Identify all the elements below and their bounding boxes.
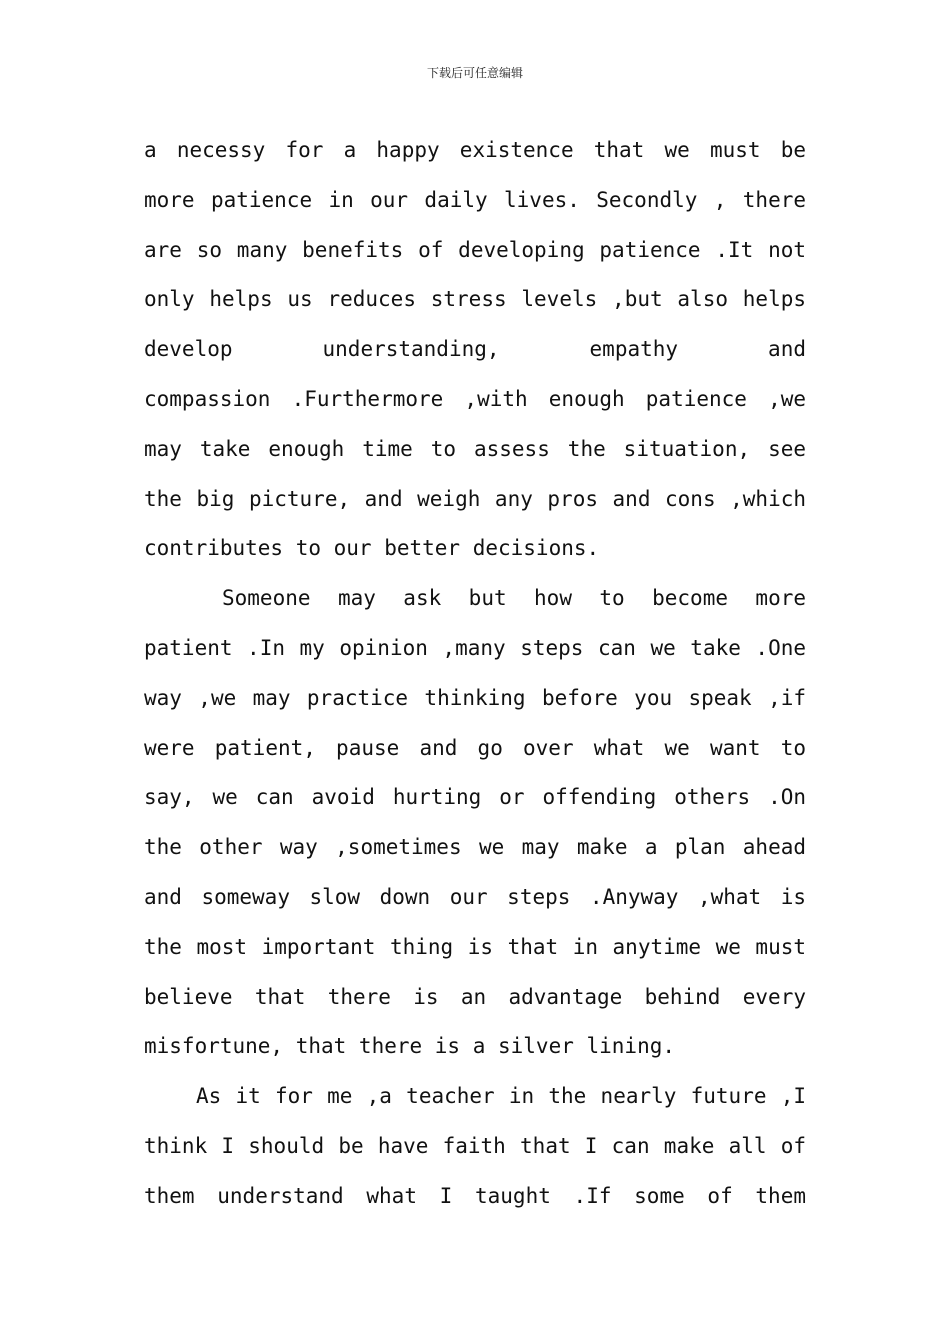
paragraph-1	[144, 126, 806, 574]
document-body	[144, 126, 806, 1222]
paragraph-3	[144, 1072, 806, 1221]
paragraph-2	[144, 574, 806, 1072]
text-line: think I should be have faith that I can make all of	[144, 1133, 806, 1158]
text-line: and someway slow down our steps .Anyway ,what is	[144, 884, 806, 909]
text-line: As it for me ,a teacher in the nearly future ,I	[196, 1084, 806, 1109]
text-line: say, we can avoid hurting or offending others .On	[144, 785, 806, 810]
text-line: only helps us reduces stress levels ,but also helps	[144, 287, 806, 312]
text-line: them understand what I taught .If some of them	[144, 1183, 806, 1208]
text-line: the most important thing is that in anytime we must	[144, 934, 806, 959]
text-line: misfortune, that there is a silver lining.	[144, 1034, 676, 1059]
text-line: way ,we may practice thinking before you speak ,if	[144, 685, 806, 710]
text-line: compassion .Furthermore ,with enough patience ,we	[144, 386, 806, 411]
text-line: develop understanding, empathy and	[144, 337, 806, 362]
text-line: may take enough time to assess the situation, see	[144, 436, 806, 461]
text-line: are so many benefits of developing patience .It not	[144, 237, 806, 262]
page-header: 下载后可任意编辑	[426, 66, 523, 80]
text-line: believe that there is an advantage behind every	[144, 984, 806, 1009]
text-line: contributes to our better decisions.	[144, 536, 600, 561]
text-line: patient .In my opinion ,many steps can we take .One	[144, 635, 806, 660]
text-line: a necessy for a happy existence that we must be	[144, 138, 806, 162]
text-line: Someone may ask but how to become more	[222, 586, 806, 611]
text-line: the other way ,sometimes we may make a plan ahead	[144, 835, 806, 860]
text-line: were patient, pause and go over what we want to	[144, 735, 806, 760]
text-line: more patience in our daily lives. Secondly , there	[144, 187, 806, 212]
text-line: the big picture, and weigh any pros and cons ,which	[144, 486, 806, 511]
